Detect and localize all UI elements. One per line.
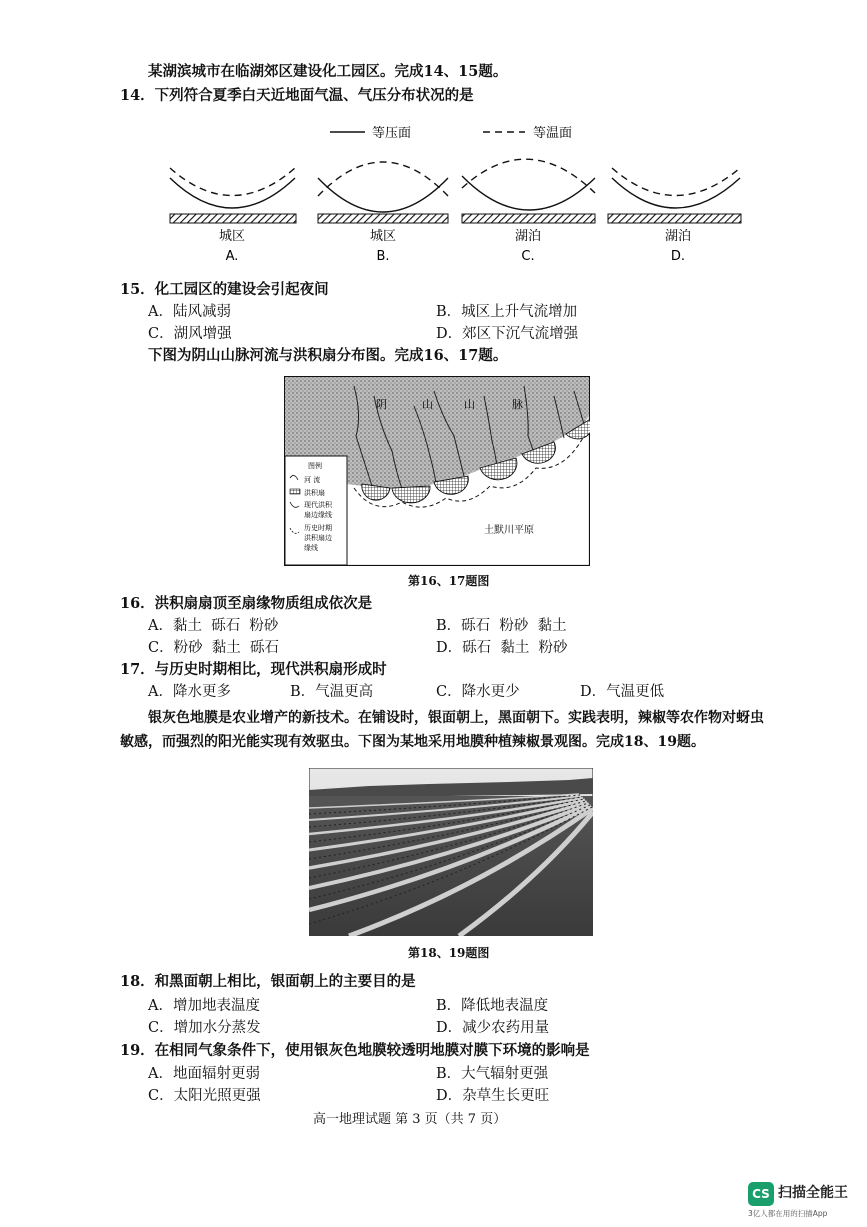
- panel-b: [318, 162, 448, 264]
- q17-option-b[interactable]: B．气温更高: [290, 684, 374, 700]
- cs-logo-icon: CS: [748, 1182, 774, 1206]
- q16-option-a[interactable]: A．黏土 砾石 粉砂: [148, 618, 279, 634]
- plain-label: 土默川平原: [484, 525, 534, 536]
- q19-option-b[interactable]: B．大气辐射更强: [436, 1066, 549, 1082]
- q16-stem: 16．洪积扇扇顶至扇缘物质组成依次是: [120, 595, 373, 612]
- q19-option-d[interactable]: D．杂草生长更旺: [436, 1088, 550, 1104]
- q16-option-d[interactable]: D．砾石 黏土 粉砂: [436, 640, 568, 656]
- range-char-1: 阴: [376, 398, 387, 411]
- page-footer: 高一地理试题 第 3 页（共 7 页）: [313, 1112, 507, 1127]
- q14-stem: 14．下列符合夏季白天近地面气温、气压分布状况的是: [120, 87, 474, 104]
- q18-option-a[interactable]: A．增加地表温度: [148, 998, 260, 1014]
- q15-option-b[interactable]: B．城区上升气流增加: [436, 304, 578, 320]
- legend-modern-edge-2: 扇边缘线: [304, 511, 332, 519]
- alluvial-fan-map: [284, 376, 590, 566]
- intro-18-19-line2: 敏感，而强烈的阳光能实现有效驱虫。下图为某地采用地膜种植辣椒景观图。完成18、19题。: [120, 734, 705, 750]
- q18-option-d[interactable]: D．减少农药用量: [436, 1020, 550, 1036]
- q18-stem: 18．和黑面朝上相比，银面朝上的主要目的是: [120, 973, 416, 990]
- range-char-4: 脉: [512, 398, 523, 411]
- panel-a: [170, 168, 296, 264]
- panel-a-letter: A.: [225, 249, 239, 264]
- q14-figure: [150, 118, 750, 268]
- q17-option-c[interactable]: C．降水更少: [436, 684, 520, 700]
- isotherm-legend-label: 等温面: [533, 126, 573, 141]
- q19-stem: 19．在相同气象条件下，使用银灰色地膜较透明地膜对膜下环境的影响是: [120, 1042, 590, 1059]
- intro-16-17: 下图为阴山山脉河流与洪积扇分布图。完成16、17题。: [148, 347, 508, 364]
- panel-d-ground: 湖泊: [664, 229, 692, 244]
- panel-d-letter: D.: [670, 249, 686, 264]
- isobar-legend-label: 等压面: [372, 126, 412, 141]
- panel-d: [608, 168, 741, 264]
- mulch-field-photo: [309, 768, 593, 936]
- q15-option-a[interactable]: A．陆风减弱: [148, 304, 231, 320]
- q19-option-c[interactable]: C．太阳光照更强: [148, 1088, 261, 1104]
- panel-c: [462, 159, 595, 264]
- legend-fan: 洪积扇: [304, 489, 325, 497]
- q17-option-a[interactable]: A．降水更多: [148, 684, 231, 700]
- watermark-subtitle: 3亿人都在用的扫描App: [748, 1209, 828, 1218]
- range-char-3: 山: [464, 398, 475, 411]
- panel-c-letter: C.: [521, 249, 535, 264]
- scanner-watermark: [748, 1180, 860, 1220]
- panel-b-ground: 城区: [369, 229, 397, 244]
- intro-14-15: 某湖滨城市在临湖郊区建设化工园区。完成14、15题。: [148, 63, 508, 80]
- panel-b-letter: B.: [376, 249, 390, 264]
- q15-option-d[interactable]: D．郊区下沉气流增强: [436, 326, 579, 342]
- legend-historic-edge-3: 缘线: [304, 544, 318, 552]
- legend-historic-edge-2: 洪积扇边: [304, 534, 332, 542]
- q16-option-c[interactable]: C．粉砂 黏土 砾石: [148, 640, 280, 656]
- watermark-name: 扫描全能王: [778, 1185, 848, 1201]
- intro-18-19-line1: 银灰色地膜是农业增产的新技术。在铺设时，银面朝上，黑面朝下。实践表明，辣椒等农作物对蚜虫: [148, 710, 764, 726]
- photo-caption: 第18、19题图: [408, 946, 490, 960]
- legend-title: 图例: [308, 462, 322, 470]
- q18-option-c[interactable]: C．增加水分蒸发: [148, 1020, 261, 1036]
- range-char-2: 山: [422, 398, 433, 411]
- q15-stem: 15．化工园区的建设会引起夜间: [120, 281, 329, 298]
- q16-option-b[interactable]: B．砾石 粉砂 黏土: [436, 618, 567, 634]
- q17-option-d[interactable]: D．气温更低: [580, 684, 665, 700]
- panel-c-ground: 湖泊: [514, 229, 542, 244]
- legend-river: 河 流: [304, 476, 321, 484]
- map-caption: 第16、17题图: [408, 574, 490, 588]
- legend-modern-edge-1: 现代洪积: [304, 501, 332, 509]
- q19-option-a[interactable]: A．地面辐射更弱: [148, 1066, 260, 1082]
- panel-a-ground: 城区: [218, 229, 246, 244]
- q17-stem: 17．与历史时期相比，现代洪积扇形成时: [120, 661, 387, 678]
- q15-option-c[interactable]: C．湖风增强: [148, 326, 232, 342]
- q18-option-b[interactable]: B．降低地表温度: [436, 998, 549, 1014]
- legend-historic-edge-1: 历史时期: [304, 524, 332, 532]
